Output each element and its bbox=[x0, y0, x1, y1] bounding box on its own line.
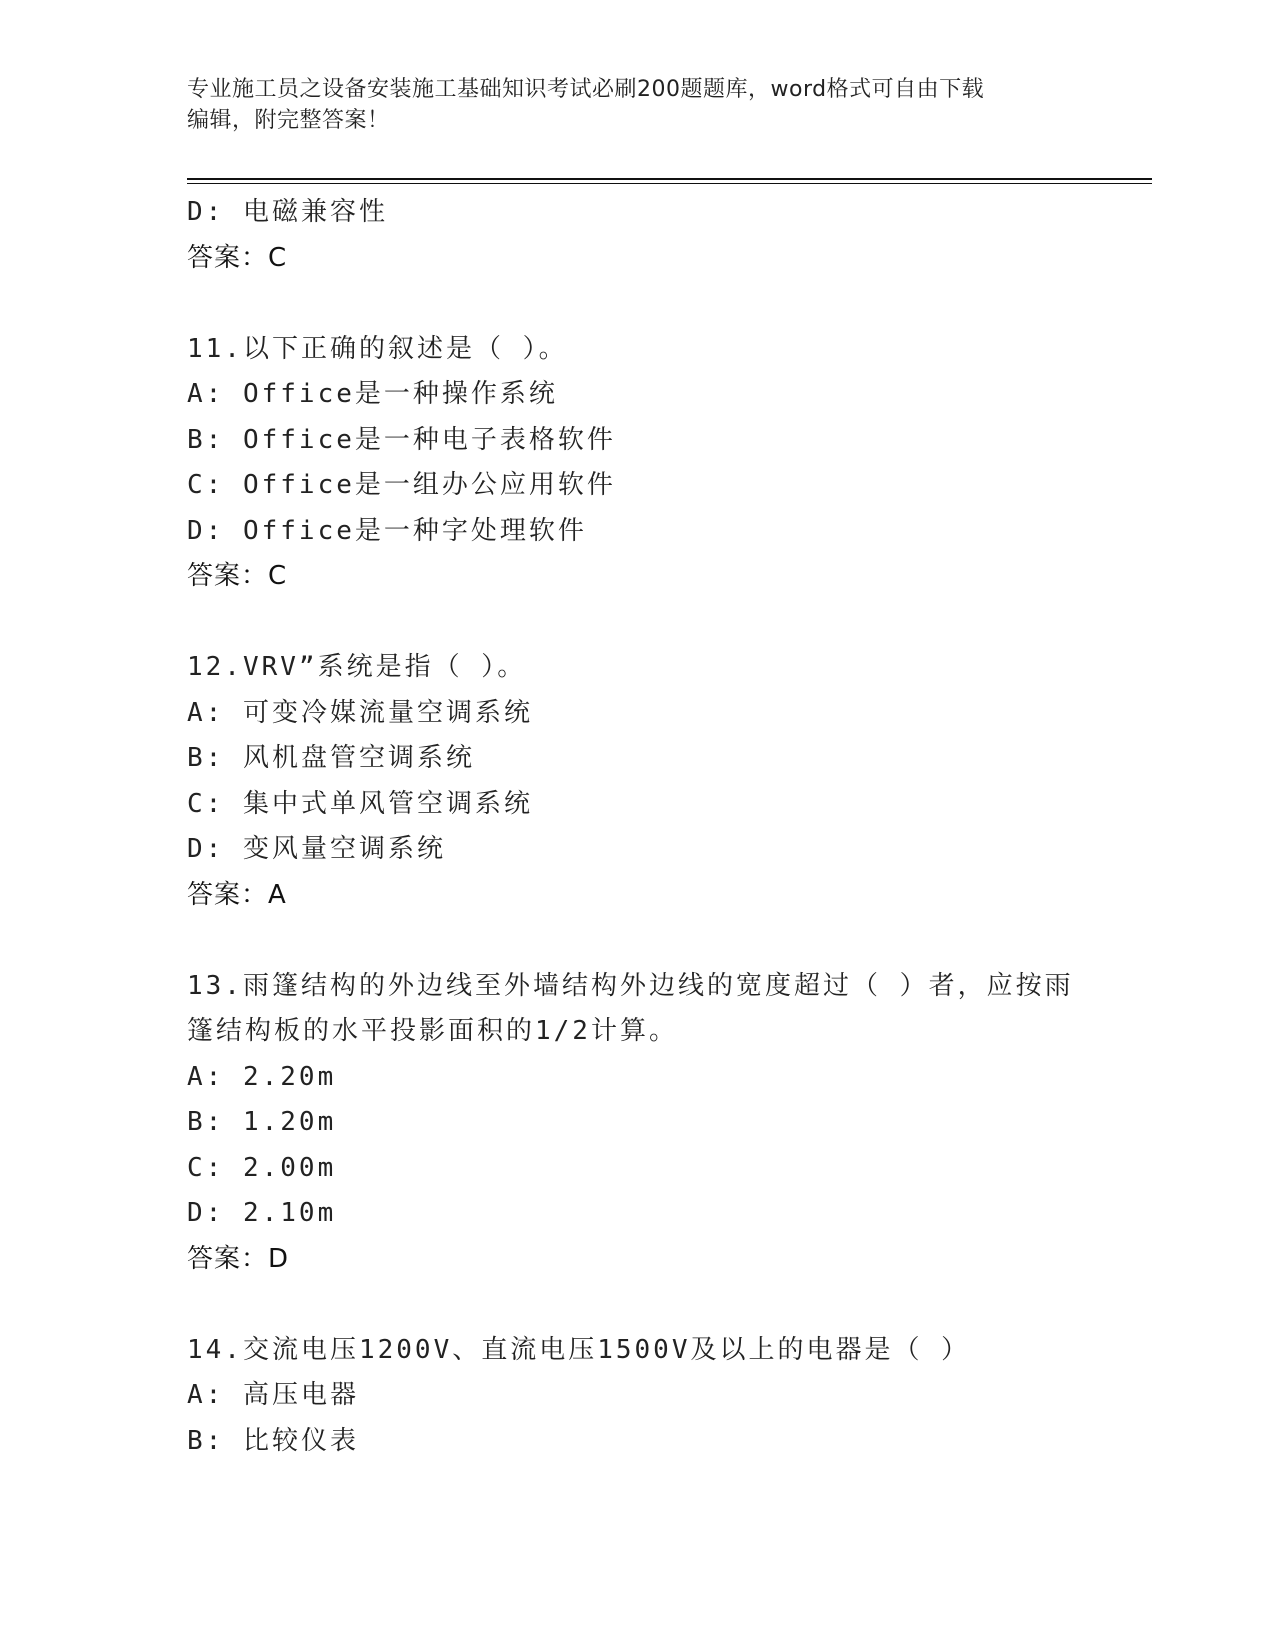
question-stem-line-2: 篷结构板的水平投影面积的1/2计算。 bbox=[187, 1016, 678, 1046]
option-d: D: 2.10m bbox=[187, 1198, 337, 1228]
option-a: A: 2.20m bbox=[187, 1061, 337, 1092]
question-block-14 bbox=[187, 1328, 1067, 1465]
option-a: A: 可变冷媒流量空调系统 bbox=[187, 697, 533, 728]
spacer bbox=[187, 600, 1067, 646]
answer-line: 答案：C bbox=[187, 242, 288, 273]
question-stem-line-1: 13.雨篷结构的外边线至外墙结构外边线的宽度超过（ ）者，应按雨 bbox=[187, 970, 1074, 1001]
answer-line: 答案：A bbox=[187, 879, 287, 910]
option-d: D: 变风量空调系统 bbox=[187, 834, 446, 864]
option-c: C: Office是一组办公应用软件 bbox=[187, 470, 616, 500]
question-list bbox=[187, 190, 1074, 1464]
option-a: A: 高压电器 bbox=[187, 1380, 359, 1410]
question-block-11 bbox=[187, 327, 1067, 600]
question-block-13 bbox=[187, 964, 1074, 1283]
header-divider-thick bbox=[187, 178, 1152, 180]
spacer bbox=[187, 281, 1067, 327]
option-a: A: Office是一种操作系统 bbox=[187, 379, 558, 409]
question-stem: 14.交流电压1200V、直流电压1500V及以上的电器是（ ） bbox=[187, 1334, 971, 1365]
question-block-12 bbox=[187, 645, 1067, 918]
question-stem: 11.以下正确的叙述是（ ）。 bbox=[187, 333, 568, 364]
spacer bbox=[187, 1282, 1067, 1328]
option-b: B: 比较仪表 bbox=[187, 1425, 359, 1456]
option-c: C: 2.00m bbox=[187, 1152, 337, 1183]
header-title-line-2: 编辑，附完整答案！ bbox=[187, 108, 390, 133]
spacer bbox=[187, 918, 1067, 964]
option-d: D: Office是一种字处理软件 bbox=[187, 515, 587, 546]
option-b: B: 风机盘管空调系统 bbox=[187, 743, 475, 773]
header-title-line-1: 专业施工员之设备安装施工基础知识考试必刷200题题库，word格式可自由下载 bbox=[187, 77, 985, 102]
answer-line: 答案：D bbox=[187, 1243, 290, 1274]
option-b: B: Office是一种电子表格软件 bbox=[187, 424, 616, 455]
option-c: C: 集中式单风管空调系统 bbox=[187, 788, 533, 819]
header-divider-thin bbox=[187, 183, 1152, 184]
question-block-10 bbox=[187, 190, 1067, 281]
answer-line: 答案：C bbox=[187, 561, 288, 591]
option-d: D: 电磁兼容性 bbox=[187, 197, 388, 227]
question-stem: 12.VRV”系统是指（ ）。 bbox=[187, 652, 527, 682]
document-header bbox=[187, 74, 1067, 136]
option-b: B: 1.20m bbox=[187, 1107, 337, 1137]
